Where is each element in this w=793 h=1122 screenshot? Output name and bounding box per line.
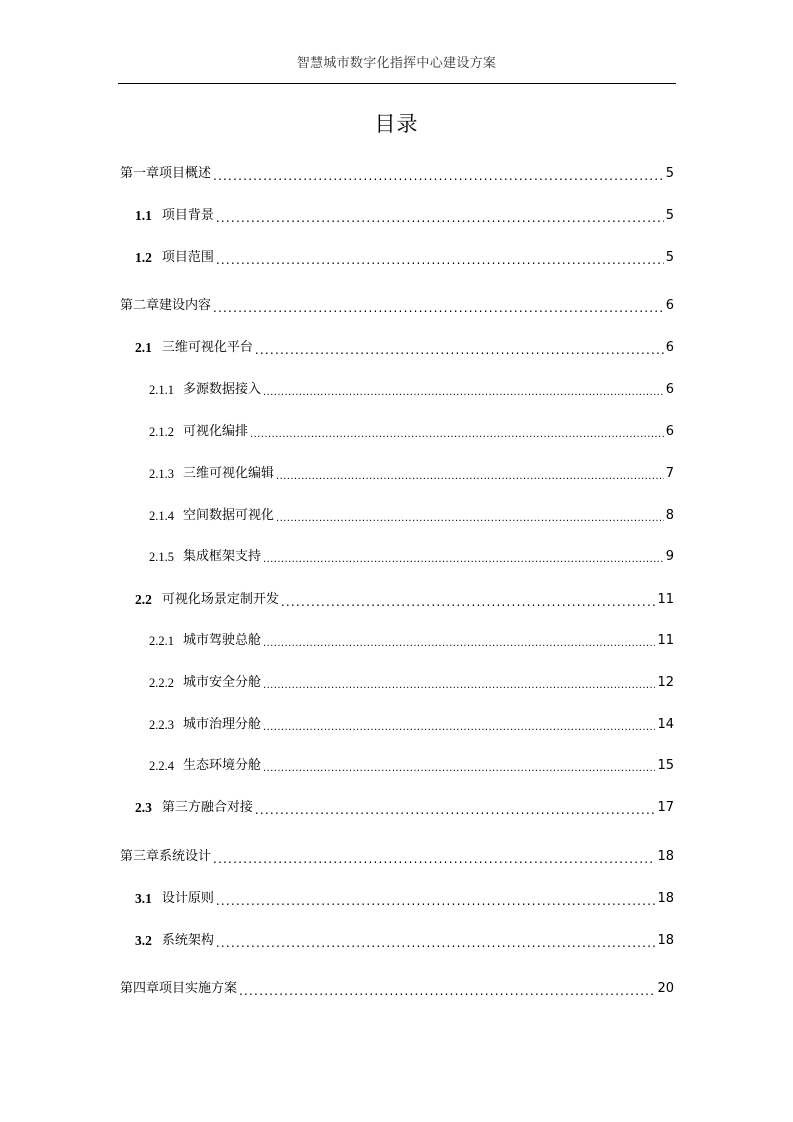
toc-entry-text: 城市治理分舱 [183, 717, 262, 732]
toc-entry-2-2[interactable] [135, 590, 674, 610]
toc-entry-text: 系统架构 [161, 933, 214, 948]
toc-page-number: 11 [657, 633, 674, 648]
toc-page-number: 20 [657, 981, 674, 996]
toc-page-number: 6 [665, 424, 674, 439]
toc-page-number: 5 [665, 208, 674, 223]
toc-entry-3-1[interactable] [135, 889, 674, 909]
dot-leader [255, 802, 656, 818]
toc-entry-2-1-4[interactable] [149, 506, 674, 526]
toc-entry-text: 集成框架支持 [183, 549, 262, 564]
toc-page-number: 6 [665, 382, 674, 397]
toc-entry-text: 多源数据接入 [183, 382, 262, 397]
dot-leader [281, 594, 656, 610]
toc-page-number: 17 [657, 800, 674, 815]
toc-entry-text: 可视化场景定制开发 [161, 592, 279, 607]
toc-entry-number: 2.2.3 [149, 718, 174, 732]
toc-entry-text: 设计原则 [161, 891, 214, 906]
dot-leader [263, 721, 655, 735]
toc-page-number: 18 [657, 891, 674, 906]
dot-leader [263, 762, 655, 776]
toc-entry-number: 1.2 [135, 250, 152, 265]
toc-title: 目录 [374, 112, 419, 136]
toc-entry-2-1-5[interactable] [149, 547, 674, 567]
toc-entry-2-3[interactable] [135, 798, 674, 818]
dot-leader [213, 300, 664, 316]
toc-entry-number: 2.1.2 [149, 425, 174, 439]
toc-entry-2-2-4[interactable] [149, 756, 674, 776]
toc-entry-1-1[interactable] [135, 206, 674, 226]
toc-page-number: 12 [657, 675, 674, 690]
toc-entry-number: 3.1 [135, 891, 152, 906]
toc-entry-text: 第三章系统设计 [120, 849, 212, 864]
dot-leader [255, 342, 664, 358]
toc-entry-2-1-2[interactable] [149, 422, 674, 442]
toc-entry-text: 第一章项目概述 [120, 166, 212, 181]
toc-entry-3-2[interactable] [135, 931, 674, 951]
toc-entry-chapter-2[interactable] [120, 296, 674, 316]
toc-entry-number: 2.2.1 [149, 634, 174, 648]
toc-entry-number: 2.1.5 [149, 550, 174, 564]
dot-leader [213, 851, 655, 867]
toc-page-number: 14 [657, 717, 674, 732]
dot-leader [276, 470, 664, 484]
running-header: 智慧城市数字化指挥中心建设方案 [296, 56, 497, 71]
toc-page-number: 18 [657, 849, 674, 864]
toc-entry-chapter-3[interactable] [120, 847, 674, 867]
toc-entry-2-1-1[interactable] [149, 380, 674, 400]
toc-entry-chapter-4[interactable] [120, 979, 674, 999]
toc-entry-number: 2.1 [135, 340, 152, 355]
toc-page-number: 5 [665, 166, 674, 181]
toc-entry-text: 项目背景 [161, 208, 214, 223]
dot-leader [216, 210, 664, 226]
toc-entry-2-2-2[interactable] [149, 673, 674, 693]
toc-entry-text: 第三方融合对接 [161, 800, 253, 815]
toc-entry-number: 2.2.2 [149, 676, 174, 690]
dot-leader [263, 553, 664, 567]
toc-entry-chapter-1[interactable] [120, 164, 674, 184]
toc-page-number: 15 [657, 758, 674, 773]
toc-page-number: 6 [665, 340, 674, 355]
toc-entry-number: 2.2 [135, 592, 152, 607]
toc-entry-text: 第二章建设内容 [120, 298, 212, 313]
dot-leader [216, 935, 656, 951]
dot-leader [263, 679, 655, 693]
dot-leader [276, 512, 664, 526]
toc-page-number: 8 [665, 508, 674, 523]
toc-entry-2-2-3[interactable] [149, 715, 674, 735]
toc-entry-2-1[interactable] [135, 338, 674, 358]
toc-page-number: 7 [665, 466, 674, 481]
toc-entry-number: 2.1.4 [149, 509, 174, 523]
toc-entry-text: 三维可视化编辑 [183, 466, 275, 481]
dot-leader [216, 893, 656, 909]
toc-entry-text: 空间数据可视化 [183, 508, 275, 523]
toc-entry-2-2-1[interactable] [149, 631, 674, 651]
toc-entry-number: 2.1.3 [149, 467, 174, 481]
toc-entry-number: 2.3 [135, 800, 152, 815]
toc-entry-text: 可视化编排 [183, 424, 249, 439]
toc-entry-text: 第四章项目实施方案 [120, 981, 238, 996]
dot-leader [216, 252, 664, 268]
dot-leader [250, 428, 664, 442]
toc-entry-text: 项目范围 [161, 250, 214, 265]
toc-page-number: 11 [657, 592, 674, 607]
toc-entry-text: 城市安全分舱 [183, 675, 262, 690]
toc-page-number: 5 [665, 250, 674, 265]
toc-entry-number: 2.1.1 [149, 383, 174, 397]
toc-entry-number: 2.2.4 [149, 759, 174, 773]
toc-page-number: 9 [665, 549, 674, 564]
dot-leader [263, 637, 655, 651]
toc-entry-number: 3.2 [135, 933, 152, 948]
dot-leader [239, 983, 655, 999]
toc-entry-text: 三维可视化平台 [161, 340, 253, 355]
toc-page-number: 18 [657, 933, 674, 948]
dot-leader [213, 168, 664, 184]
toc-entry-text: 生态环境分舱 [183, 758, 262, 773]
toc-entry-2-1-3[interactable] [149, 464, 674, 484]
toc-entry-number: 1.1 [135, 208, 152, 223]
toc-page-number: 6 [665, 298, 674, 313]
toc-entry-1-2[interactable] [135, 248, 674, 268]
dot-leader [263, 386, 664, 400]
toc-entry-text: 城市驾驶总舱 [183, 633, 262, 648]
